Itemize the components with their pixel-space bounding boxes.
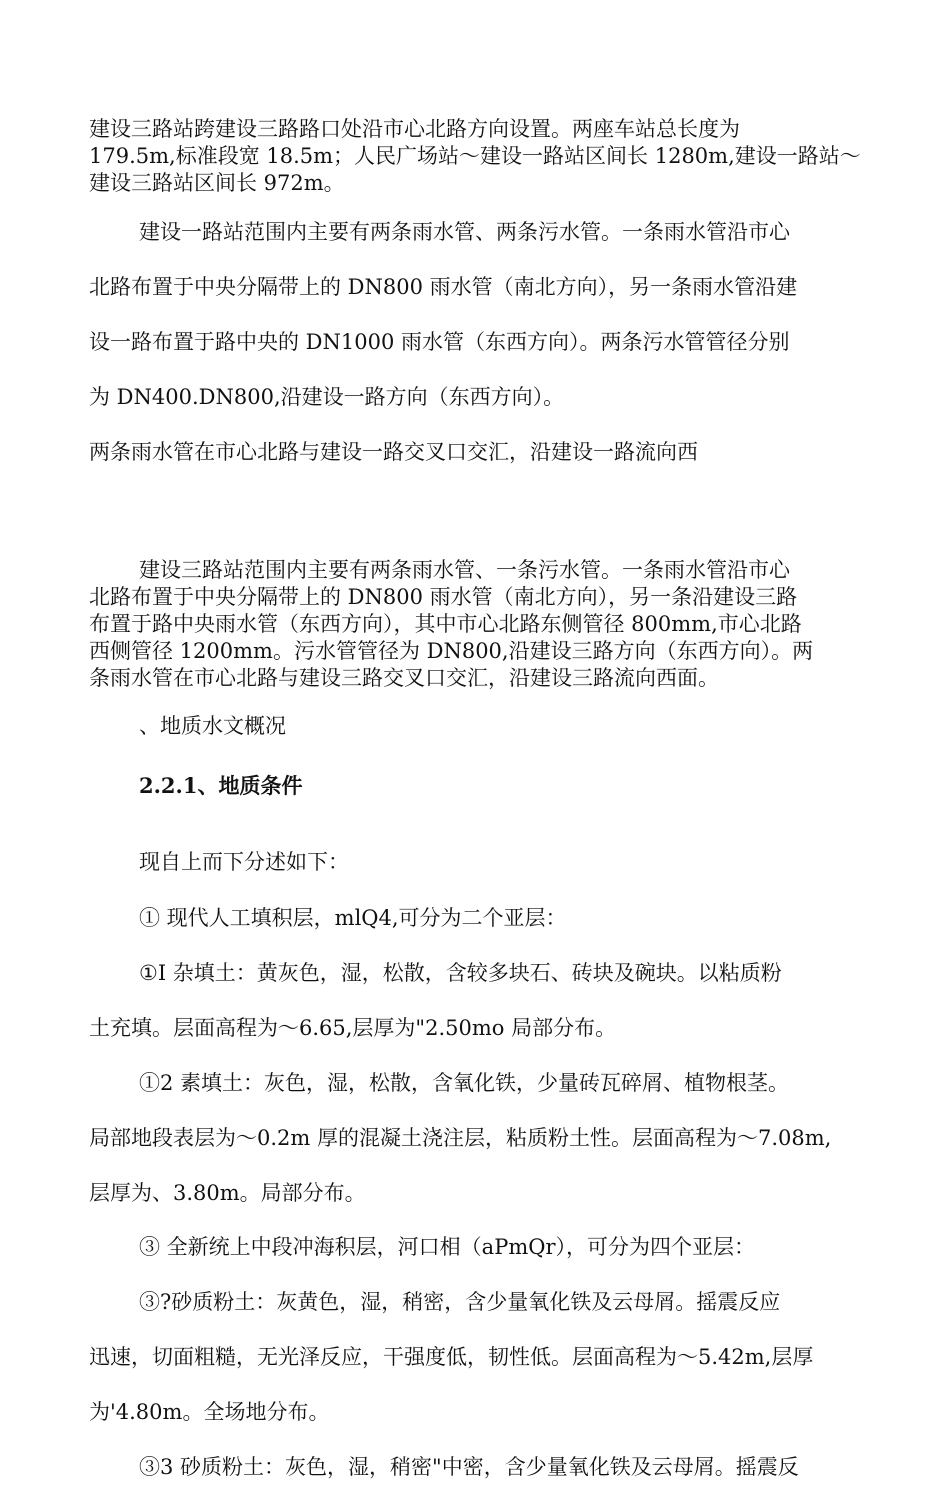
text-line: 两条雨水管在市心北路与建设一路交叉口交汇，沿建设一路流向西 — [89, 440, 698, 464]
text-line: 建设一路站范围内主要有两条雨水管、两条污水管。一条雨水管沿市心 — [139, 220, 790, 244]
text-line: 布置于路中央雨水管（东西方向），其中市心北路东侧管径 800mm,市心北路 — [89, 612, 802, 636]
subsection-heading: 2.2.1、地质条件 — [139, 773, 303, 798]
text-line: 为'4.80m。全场地分布。 — [89, 1400, 330, 1424]
text-line: 建设三路站范围内主要有两条雨水管、一条污水管。一条雨水管沿市心 — [139, 558, 790, 582]
text-line: 迅速，切面粗糙，无光泽反应，干强度低，韧性低。层面高程为〜5.42m,层厚 — [89, 1345, 814, 1369]
text-line: 条雨水管在市心北路与建设三路交叉口交汇，沿建设三路流向西面。 — [89, 666, 719, 690]
text-line: 建设三路站跨建设三路路口处沿市心北路方向设置。两座车站总长度为 — [89, 117, 740, 141]
text-line: 为 DN400.DN800,沿建设一路方向（东西方向）。 — [89, 385, 565, 409]
text-line: 层厚为、3.80m。局部分布。 — [89, 1181, 366, 1205]
text-line: 建设三路站区间长 972m。 — [89, 171, 345, 195]
text-line: 现自上而下分述如下： — [139, 850, 349, 874]
text-line: ③?砂质粉土：灰黄色，湿，稍密，含少量氧化铁及云母屑。摇震反应 — [139, 1290, 781, 1314]
text-line: ③3 砂质粉土：灰色，湿，稍密"中密，含少量氧化铁及云母屑。摇震反 — [139, 1455, 799, 1479]
text-line: 局部地段表层为〜0.2m 厚的混凝土浇注层，粘质粉土性。层面高程为〜7.08m, — [89, 1126, 832, 1150]
text-line: 北路布置于中央分隔带上的 DN800 雨水管（南北方向），另一条雨水管沿建 — [89, 275, 798, 299]
section-heading: 、地质水文概况 — [139, 714, 286, 738]
text-line: ①2 素填土：灰色，湿，松散，含氧化铁，少量砖瓦碎屑、植物根茎。 — [139, 1071, 790, 1095]
text-line: 设一路布置于路中央的 DN1000 雨水管（东西方向）。两条污水管管径分别 — [89, 330, 790, 354]
text-line: 西侧管径 1200mm。污水管管径为 DN800,沿建设三路方向（东西方向）。两 — [89, 639, 814, 663]
text-line: ③ 全新统上中段冲海积层，河口相（aPmQr），可分为四个亚层： — [139, 1235, 755, 1259]
text-line: ①I 杂填土：黄灰色，湿，松散，含较多块石、砖块及碗块。以粘质粉 — [139, 961, 782, 985]
text-line: ① 现代人工填积层，mlQ4,可分为二个亚层： — [139, 906, 567, 930]
text-line: 土充填。层面高程为〜6.65,层厚为"2.50mo 局部分布。 — [89, 1016, 617, 1040]
text-line: 北路布置于中央分隔带上的 DN800 雨水管（南北方向），另一条沿建设三路 — [89, 585, 798, 609]
text-line: 179.5m,标准段宽 18.5m；人民广场站〜建设一路站区间长 1280m,建设一路站〜 — [89, 144, 861, 168]
